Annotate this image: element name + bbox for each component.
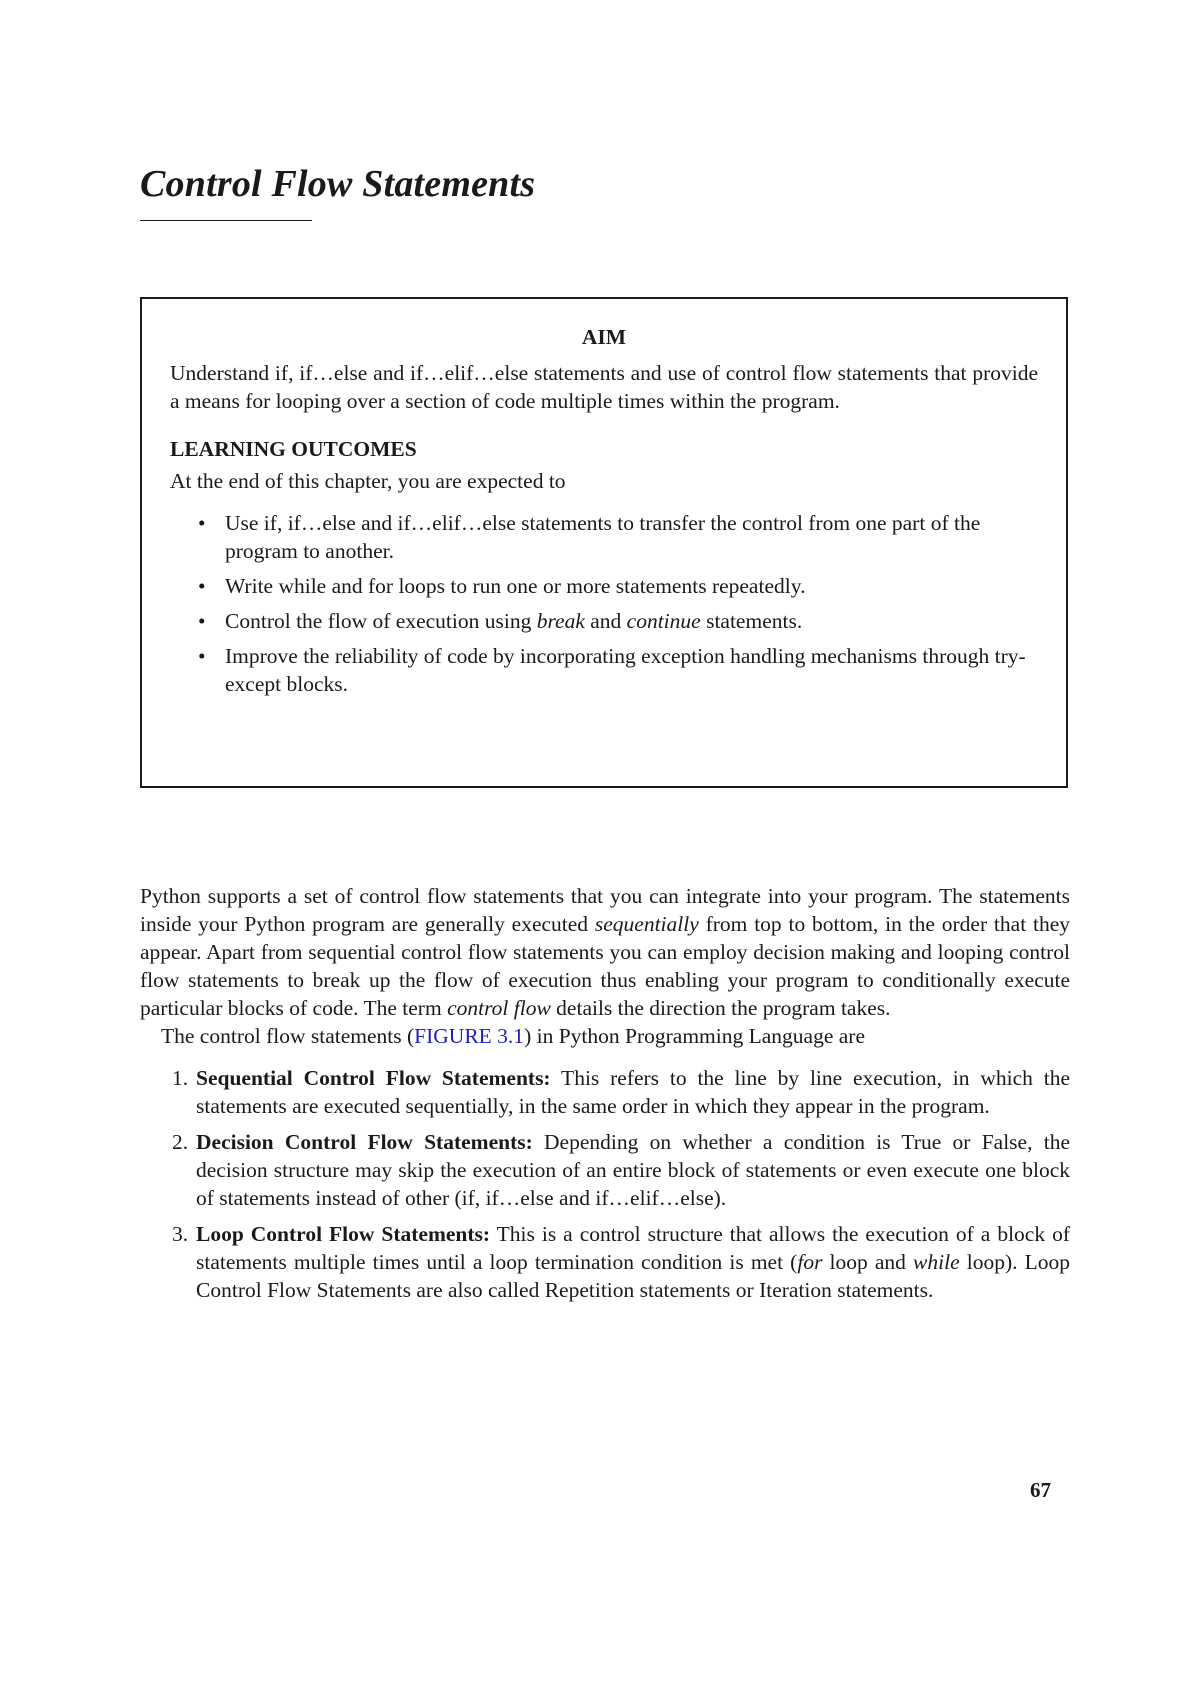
outcome-text: Use if, if…else and if…elif…else statements to transfer the control from one part of the program to another. (225, 511, 981, 563)
list-term: Sequential Control Flow Statements: (196, 1066, 551, 1090)
page-title: Control Flow Statements (140, 163, 536, 205)
outcome-text: Improve the reliability of code by incorporating exception handling mechanisms through try-except blocks. (225, 644, 1026, 696)
list-item (172, 1064, 1071, 1120)
outcome-text-part: statements. (700, 609, 803, 633)
learning-outcomes-intro: At the end of this chapter, you are expected to (170, 469, 566, 493)
aim-text: Understand if, if…else and if…elif…else statements and use of control flow statements that provide a means for looping over a section of code multiple times within the program. (170, 361, 1038, 413)
outcome-item (198, 509, 1038, 565)
list-description: This refers to the line by line execution, in which the statements are executed sequentially, in the same order in which they appear in the program. (196, 1066, 1071, 1118)
outcome-item (198, 572, 1038, 600)
figure-reference-paragraph (140, 1022, 1070, 1050)
aim-heading: AIM (581, 325, 627, 349)
paragraph-text: Python supports a set of control flow statements that you can integrate into your program. The statements inside your Python program are generally executed (140, 884, 1070, 936)
figure-3-1-link[interactable]: FIGURE 3.1 (414, 1024, 525, 1048)
bullet-icon: • (198, 644, 206, 668)
bullet-icon: • (198, 511, 206, 535)
page-number: 67 (1030, 1478, 1051, 1502)
list-description: This is a control structure that allows the execution of a block of statements multiple times until a loop termination condition is met ( (196, 1222, 1070, 1274)
emphasis-control-flow: control flow (447, 996, 551, 1020)
bullet-icon: • (198, 574, 206, 598)
body-section (140, 882, 1070, 1312)
control-flow-types-list (140, 1064, 1070, 1304)
intro-paragraph (140, 882, 1070, 1022)
list-number: 1. (172, 1066, 189, 1090)
paragraph-text: details the direction the program takes. (550, 996, 891, 1020)
paragraph-text: ) in Python Programming Language are (524, 1024, 865, 1048)
bullet-icon: • (198, 609, 206, 633)
keyword-for: for (797, 1250, 823, 1274)
keyword-continue: continue (626, 609, 701, 633)
list-item (172, 1220, 1070, 1304)
list-number: 3. (172, 1222, 189, 1246)
aim-box (140, 297, 1068, 788)
list-term: Decision Control Flow Statements: (196, 1130, 533, 1154)
list-description: loop). Loop Control Flow Statements are also called Repetition statements or Iteration statements. (196, 1250, 1070, 1302)
list-description: Depending on whether a condition is True or False, the decision structure may skip the execution of an entire block of statements or even execute one block of statements instead of other (if, if…else and if…elif…else). (196, 1130, 1070, 1210)
paragraph-text: The control flow statements ( (161, 1024, 415, 1048)
emphasis-sequentially: sequentially (594, 912, 699, 936)
outcome-text (225, 609, 802, 633)
list-number: 2. (172, 1130, 189, 1154)
keyword-while: while (913, 1250, 960, 1274)
outcome-text-part: Control the flow of execution using (225, 609, 537, 633)
outcome-text-part: and (584, 609, 627, 633)
outcome-item (198, 607, 1038, 635)
list-item (172, 1128, 1070, 1212)
paragraph-text: from top to bottom, in the order that they appear. Apart from sequential control flow statements you can employ decision making and looping control flow statements to break up the flow of execution thus enabling your program to conditionally execute particular blocks of code. The term (140, 912, 1070, 1020)
learning-outcomes-list (170, 509, 1038, 698)
list-term: Loop Control Flow Statements: (196, 1222, 491, 1246)
outcome-text: Write while and for loops to run one or more statements repeatedly. (225, 574, 806, 598)
keyword-break: break (536, 609, 585, 633)
list-description: loop and (822, 1250, 914, 1274)
outcome-item (198, 642, 1038, 698)
learning-outcomes-heading: LEARNING OUTCOMES (170, 437, 417, 461)
title-underline (140, 220, 312, 221)
